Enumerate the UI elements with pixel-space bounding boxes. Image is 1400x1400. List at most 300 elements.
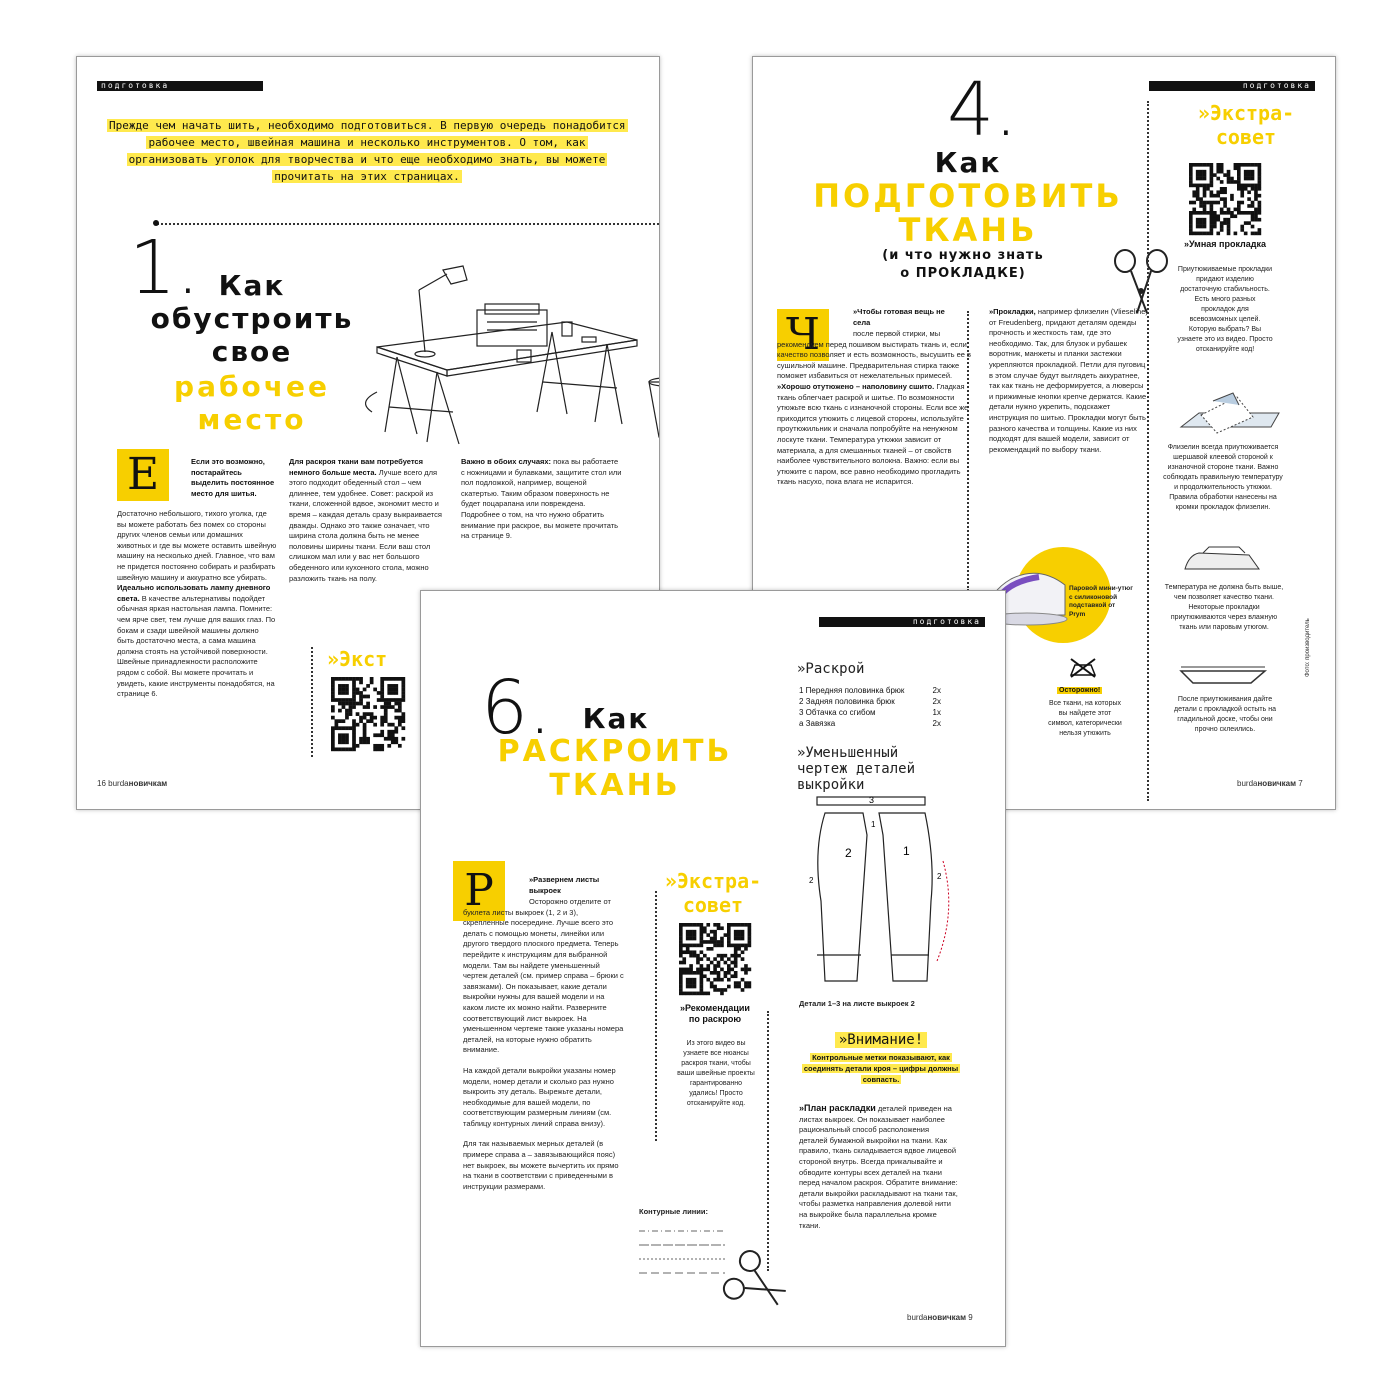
qr-module [398,705,402,709]
qr-module [720,940,724,944]
note-interfacing: Флизелин всегда приутюживается шершавой клеевой стороной к изнаночной стороне ткани. Важно соблюдать правильную температуру и продолжительность утюжки. Правила обработки нанесены на кромки прокладок флизелин. [1163,444,1283,511]
qr-module [1192,184,1196,188]
qr-module [394,677,398,681]
qr-module [734,937,738,941]
qr-module [748,944,752,948]
qr-module [342,698,346,702]
qr-module [700,950,704,954]
qr-module [1203,163,1207,167]
qr-module [730,954,734,958]
qr-module [1210,194,1214,198]
qr-module [394,726,398,730]
qr-module [1206,232,1210,236]
qr-module [1192,232,1196,236]
qr-module [700,957,704,961]
qr-module [1223,190,1227,194]
qr-module [1213,194,1217,198]
qr-module [1210,201,1214,205]
qr-module [1220,228,1224,232]
qr-module [1189,177,1193,181]
qr-module [352,681,356,685]
qr-module [686,944,690,948]
qr-module [706,940,710,944]
intro-text: Прежде чем начать шить, необходимо подготовиться. В первую очередь понадобится рабочее место, швейная машина и несколько инструментов. О том, как организовать уголок для творчества и что еще необходимо знать, вы можете прочитать на этих страницах. [109,119,626,183]
qr-module [1227,221,1231,225]
qr-module [401,691,405,695]
qr-module [1199,170,1203,174]
qr-module [373,733,377,737]
qr-module [1210,232,1214,236]
qr-module [737,981,741,985]
qr-module [1196,190,1200,194]
no-iron-icon [1069,657,1097,679]
qr-module [1234,163,1238,167]
qr-module [373,688,377,692]
qr-module [394,688,398,692]
qr-module [1213,211,1217,215]
qr-module [345,712,349,716]
qr-module [734,961,738,965]
qr-module [1254,194,1258,198]
qr-module [363,740,367,744]
qr-module [1210,214,1214,218]
qr-module [366,705,370,709]
qr-module [356,677,360,681]
qr-module [359,677,363,681]
qr-module [335,723,339,727]
qr-module [693,933,697,937]
qr-module [679,985,683,989]
qr-module [1189,173,1193,177]
qr-module [1189,225,1193,229]
qr-module [1199,221,1203,225]
qr-module [342,705,346,709]
qr-module [1251,187,1255,191]
qr-module [1196,170,1200,174]
qr-module [734,981,738,985]
qr-module [1230,177,1234,181]
qr-module [744,985,748,989]
qr-module [700,971,704,975]
qr-module [338,698,342,702]
qr-module [331,744,335,748]
drawing-label: 3 [869,795,875,805]
qr-module [356,691,360,695]
qr-module [1199,184,1203,188]
qr-module [748,968,752,972]
qr-module [1196,173,1200,177]
qr-module [380,684,384,688]
qr-module [1213,221,1217,225]
qr-module [686,978,690,982]
qr-module [1220,163,1224,167]
qr-module [710,940,714,944]
qr-module [345,677,349,681]
qr-module [394,730,398,734]
qr-module [679,968,683,972]
qr-module [679,981,683,985]
qr-module [689,923,693,927]
qr-module [363,688,367,692]
qr-module [1227,180,1231,184]
qr-module [1216,177,1220,181]
qr-module [679,954,683,958]
qr-module [713,968,717,972]
qr-module [1223,197,1227,201]
qr-module [1189,218,1193,222]
qr-module [1216,190,1220,194]
qr-module [1213,173,1217,177]
qr-module [1223,221,1227,225]
qr-module [1189,170,1193,174]
qr-module [679,978,683,982]
qr-module [724,933,728,937]
qr-module [391,730,395,734]
qr-module [706,957,710,961]
qr-module [1258,211,1262,215]
qr-module [1251,184,1255,188]
qr-module [1192,163,1196,167]
qr-module [380,733,384,737]
qr-module [1227,173,1231,177]
qr-module [1220,190,1224,194]
qr-module [1189,184,1193,188]
qr-module [1240,225,1244,229]
qr-module [366,712,370,716]
qr-module [1220,187,1224,191]
qr-module [737,923,741,927]
qr-module [1189,180,1193,184]
qr-module [331,681,335,685]
qr-module [724,974,728,978]
qr-module [377,744,381,748]
qr-module [394,698,398,702]
scissors-icon [723,1253,793,1313]
qr-module [352,688,356,692]
qr-module [1237,177,1241,181]
qr-module [679,974,683,978]
scissors-icon [1113,247,1171,315]
qr-module [401,726,405,730]
qr-module [696,944,700,948]
qr-module [724,954,728,958]
qr-module [345,716,349,720]
qr-module [689,954,693,958]
qr-module [394,684,398,688]
dropcap: Ч [777,309,829,361]
qr-module [345,740,349,744]
qr-module [1210,204,1214,208]
iron-caption: Паровой мини-утюг с силиконовой подставкой от Prym [1069,585,1133,618]
qr-module [1254,218,1258,222]
qr-module [713,971,717,975]
qr-module [391,691,395,695]
qr-module [387,684,391,688]
qr-module [720,926,724,930]
qr-module [398,702,402,706]
qr-module [1192,211,1196,215]
qr-module [331,684,335,688]
qr-module [682,971,686,975]
qr-module [1199,177,1203,181]
qr-module [727,930,731,934]
qr-module [1234,232,1238,236]
interfacing-illustration [1177,387,1287,443]
qr-module [730,923,734,927]
qr-module [1203,232,1207,236]
qr-module [335,698,339,702]
qr-module [345,747,349,751]
qr-module [1237,201,1241,205]
qr-module [1254,208,1258,212]
qr-module [1203,194,1207,198]
qr-module [700,974,704,978]
qr-module [713,933,717,937]
qr-module [734,950,738,954]
qr-module [1216,166,1220,170]
qr-module [1199,204,1203,208]
col3-text: Важно в обоих случаях: пока вы работаете с ножницами и булавками, защитите стол или пол подложкой, например, вощеной скатертью. Таким образом поверхность не будет поцарапана или повреждена. Подробнее о том, на что нужно обратить внимание при раскрое, вы можете прочитать на странице 9. [461,457,622,541]
qr-module [710,981,714,985]
qr-module [1247,221,1251,225]
qr-module [703,930,707,934]
qr-module [342,719,346,723]
qr-module [1203,204,1207,208]
qr-module [713,944,717,948]
qr-module [1254,211,1258,215]
qr-module [363,737,367,741]
qr-module [717,971,721,975]
qr-module [366,702,370,706]
title-black: Как [934,146,1002,179]
qr-module [689,937,693,941]
qr-module [1240,228,1244,232]
qr-module [703,940,707,944]
qr-module [398,744,402,748]
qr-module [1213,201,1217,205]
qr-module [1230,194,1234,198]
qr-module [342,737,346,741]
qr-module [710,971,714,975]
qr-module [352,677,356,681]
qr-module [384,719,388,723]
qr-module [391,677,395,681]
qr-module [1213,214,1217,218]
qr-module [703,954,707,958]
qr-module [700,988,704,992]
qr-module [335,677,339,681]
qr-module [338,702,342,706]
qr-module [394,702,398,706]
qr-module [1210,166,1214,170]
qr-module [352,733,356,737]
qr-module [1220,221,1224,225]
parts-row: а Завязка 2x [799,719,941,728]
qr-module [380,677,384,681]
qr-module [1247,190,1251,194]
qr-module [1203,201,1207,205]
qr-module [1254,232,1258,236]
dropcap: Р [453,861,505,921]
qr-module [713,957,717,961]
qr-module [352,695,356,699]
qr-module [1227,232,1231,236]
qr-module [1206,163,1210,167]
qr-module [727,937,731,941]
qr-module [1237,208,1241,212]
qr-module [1203,184,1207,188]
qr-module [1244,221,1248,225]
qr-module [359,740,363,744]
qr-module [1203,190,1207,194]
qr-module [387,737,391,741]
qr-module [1220,170,1224,174]
qr-module [679,944,683,948]
qr-module [1189,201,1193,205]
qr-module [1254,190,1258,194]
qr-module [1258,173,1262,177]
qr-module [363,716,367,720]
qr-module [377,698,381,702]
qr-module [1196,184,1200,188]
note-cool: После приутюживания дайте детали с прокладкой остыть на гладильной доске, чтобы они прочно склеились. [1173,696,1276,733]
qr-module [1251,177,1255,181]
qr-module [1240,163,1244,167]
qr-module [349,698,353,702]
qr-module [370,681,374,685]
subtitle: (и что нужно знать о ПРОКЛАДКЕ) [882,248,1044,281]
qr-module [1240,190,1244,194]
qr-module [331,740,335,744]
qr-module [700,930,704,934]
qr-module [1247,197,1251,201]
qr-module [331,709,335,713]
qr-module [366,737,370,741]
qr-module [703,974,707,978]
qr-module [1210,173,1214,177]
qr-module [366,719,370,723]
qr-module [363,726,367,730]
qr-module [1199,201,1203,205]
qr-module [342,726,346,730]
qr-module [342,747,346,751]
qr-module [717,974,721,978]
qr-module [1223,173,1227,177]
qr-module [1237,184,1241,188]
qr-module [1230,180,1234,184]
divider-vertical [655,891,657,1141]
qr-module [693,930,697,934]
section-number: 1. [129,225,200,311]
photo-credit: Фото: производитель [1305,618,1311,677]
qr-module [366,740,370,744]
qr-module [342,702,346,706]
qr-module [1244,177,1248,181]
qr-module [1220,211,1224,215]
qr-module [679,992,683,996]
qr-module [734,933,738,937]
qr-module [696,923,700,927]
qr-module [377,747,381,751]
qr-module [398,723,402,727]
qr-module [331,716,335,720]
qr-module [1234,208,1238,212]
qr-module [1210,170,1214,174]
qr-module [682,961,686,965]
qr-module [700,937,704,941]
qr-module [686,985,690,989]
qr-module [693,944,697,948]
qr-module [352,698,356,702]
qr-module [741,950,745,954]
qr-module [380,744,384,748]
qr-module [1244,170,1248,174]
trousers-pattern-drawing [797,791,957,991]
qr-module [1210,177,1214,181]
qr-module [1237,180,1241,184]
qr-module [686,933,690,937]
qr-module [380,691,384,695]
qr-module [359,737,363,741]
drawing-title: »Уменьшенный чертеж деталей выкройки [797,745,916,793]
qr-module [706,933,710,937]
qr-module [744,968,748,972]
qr-module [338,688,342,692]
drawing-label: 1 [871,820,876,829]
qr-module [352,737,356,741]
qr-module [398,719,402,723]
qr-module [1196,194,1200,198]
qr-module [387,744,391,748]
qr-module [370,716,374,720]
qr-module [1220,197,1224,201]
qr-module [349,726,353,730]
qr-module [373,744,377,748]
qr-module [679,930,683,934]
qr-module [370,677,374,681]
qr-code [679,923,751,995]
qr-module [744,971,748,975]
qr-module [1189,163,1193,167]
qr-module [1244,163,1248,167]
qr-module [717,961,721,965]
qr-module [693,981,697,985]
qr-module [744,923,748,927]
qr-module [748,985,752,989]
qr-module [1220,180,1224,184]
qr-module [706,978,710,982]
qr-module [727,940,731,944]
qr-module [1213,225,1217,229]
qr-module [352,730,356,734]
qr-module [387,723,391,727]
qr-module [679,937,683,941]
qr-module [682,950,686,954]
qr-module [1247,170,1251,174]
qr-module [720,944,724,948]
qr-module [741,933,745,937]
qr-module [387,688,391,692]
qr-module [737,947,741,951]
qr-module [682,923,686,927]
qr-module [744,944,748,948]
qr-module [693,992,697,996]
qr-module [700,985,704,989]
qr-module [689,971,693,975]
qr-module [380,730,384,734]
qr-module [686,950,690,954]
col1-lead: »Чтобы готовая вещь не села [853,307,945,327]
